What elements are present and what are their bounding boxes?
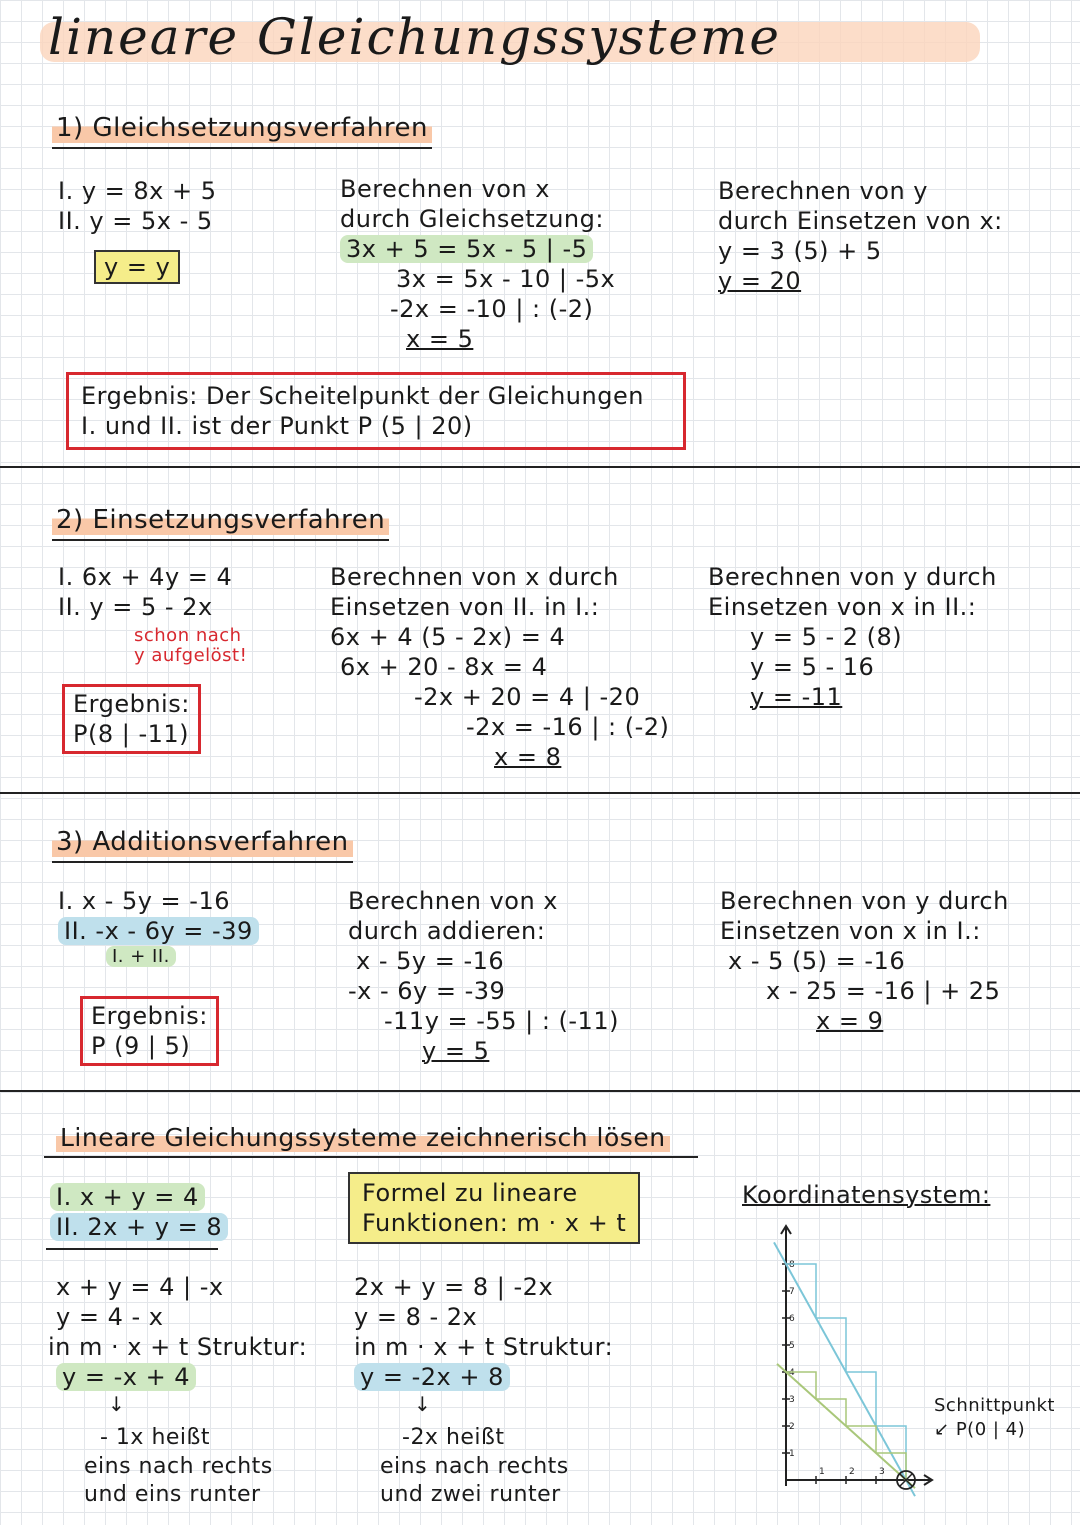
divider-3 [0, 1090, 1080, 1092]
s2-result-box: Ergebnis: P(8 | -11) [62, 684, 201, 754]
y-tick-label: 8 [789, 1260, 795, 1270]
coordinate-system [760, 1222, 940, 1502]
x-tick-label: 3 [879, 1467, 885, 1477]
divider-2 [0, 792, 1080, 794]
x-tick-label: 1 [819, 1467, 825, 1477]
s3-right-block: Berechnen von y durch Einsetzen von x in I.: x - 5 (5) = -16 x - 25 = -16 | + 25 x = 9 [720, 887, 1009, 1035]
s1-right-block: Berechnen von y durch Einsetzen von x: y = 3 (5) + 5 y = 20 [718, 177, 1003, 295]
s2-mid-block: Berechnen von x durch Einsetzen von II. in I.: 6x + 4 (5 - 2x) = 4 6x + 20 - 8x = 4 -2x + 20 = 4 | -20 -2x = -16 | : (-2) x = 8 [330, 563, 670, 771]
s4-left-block: x + y = 4 | -x y = 4 - x in m · x + t Struktur: y = -x + 4 ↓ [48, 1273, 308, 1416]
y-tick-label: 5 [789, 1341, 795, 1351]
s2-eq1: I. 6x + 4y = 4 [58, 563, 233, 591]
x-tick-label: 2 [849, 1467, 855, 1477]
page-title: lineare Gleichungssysteme [48, 8, 782, 66]
s4-formula-box: Formel zu lineare Funktionen: m · x + t [348, 1172, 640, 1244]
s1-equations [58, 176, 217, 236]
divider-1 [0, 466, 1080, 468]
s4-mid-arrow-icon: ↓ [414, 1392, 432, 1416]
section-3-heading: 3) Additionsverfahren [52, 826, 353, 863]
s4-koord-label: Koordinatensystem: [742, 1181, 991, 1209]
s3-mid-block: Berechnen von x durch addieren: x - 5y = -16 -x - 6y = -39 -11y = -55 | : (-11) y = 5 [348, 887, 619, 1065]
y-tick-label: 4 [789, 1368, 795, 1378]
s4-mid-note: -2x heißt eins nach rechts und zwei runter [380, 1425, 569, 1508]
s4-left-note: - 1x heißt eins nach rechts und eins runter [84, 1425, 273, 1508]
s4-mid-block: 2x + y = 8 | -2x y = 8 - 2x in m · x + t Struktur: y = -2x + 8 ↓ [354, 1273, 614, 1416]
s3-equations: I. x - 5y = -16 II. -x - 6y = -39 I. + II. [58, 886, 259, 969]
y-tick-label: 3 [789, 1395, 795, 1405]
y-tick-label: 2 [789, 1422, 795, 1432]
section-4-underline [44, 1156, 698, 1158]
s3-result-box: Ergebnis: P (9 | 5) [80, 996, 219, 1066]
s2-equations [58, 562, 232, 622]
y-tick-label: 6 [789, 1314, 795, 1324]
y-tick-label: 7 [789, 1287, 795, 1297]
s2-eq2: II. y = 5 - 2x [58, 593, 213, 621]
s2-right-block: Berechnen von y durch Einsetzen von x in II.: y = 5 - 2 (8) y = 5 - 16 y = -11 [708, 563, 997, 711]
s1-result-box: Ergebnis: Der Scheitelpunkt der Gleichungen I. und II. ist der Punkt P (5 | 20) [66, 372, 686, 450]
s4-eq2: II. 2x + y = 8 [50, 1213, 228, 1241]
s4-eq1: I. x + y = 4 [50, 1183, 205, 1211]
s2-note: schon nach y aufgelöst! [134, 625, 248, 666]
line-y-minus-2x-plus-8 [774, 1242, 915, 1496]
y-tick-label: 1 [789, 1449, 795, 1459]
s4-left-arrow-icon: ↓ [108, 1392, 126, 1416]
section-1-heading: 1) Gleichsetzungsverfahren [52, 112, 432, 149]
section-2-heading: 2) Einsetzungsverfahren [52, 504, 389, 541]
s4-equations [50, 1182, 228, 1242]
s1-eq2: II. y = 5x - 5 [58, 207, 213, 235]
schnitt-arrow-icon: ↙ [934, 1419, 956, 1441]
s3-eq2: II. -x - 6y = -39 [58, 917, 259, 945]
section-4-heading: Lineare Gleichungssysteme zeichnerisch lösen [56, 1122, 670, 1153]
s3-eq1: I. x - 5y = -16 [58, 887, 230, 915]
s1-mid-block: Berechnen von x durch Gleichsetzung: 3x + 5 = 5x - 5 | -5 3x = 5x - 10 | -5x -2x = -10 | : (-2) x = 5 [340, 175, 616, 353]
s1-eq1: I. y = 8x + 5 [58, 177, 217, 205]
schnittpunkt-label: Schnittpunkt ↙ P(0 | 4) [934, 1395, 1055, 1441]
s1-yy-box: y = y [94, 250, 180, 284]
s4-eq-underline [46, 1248, 218, 1250]
